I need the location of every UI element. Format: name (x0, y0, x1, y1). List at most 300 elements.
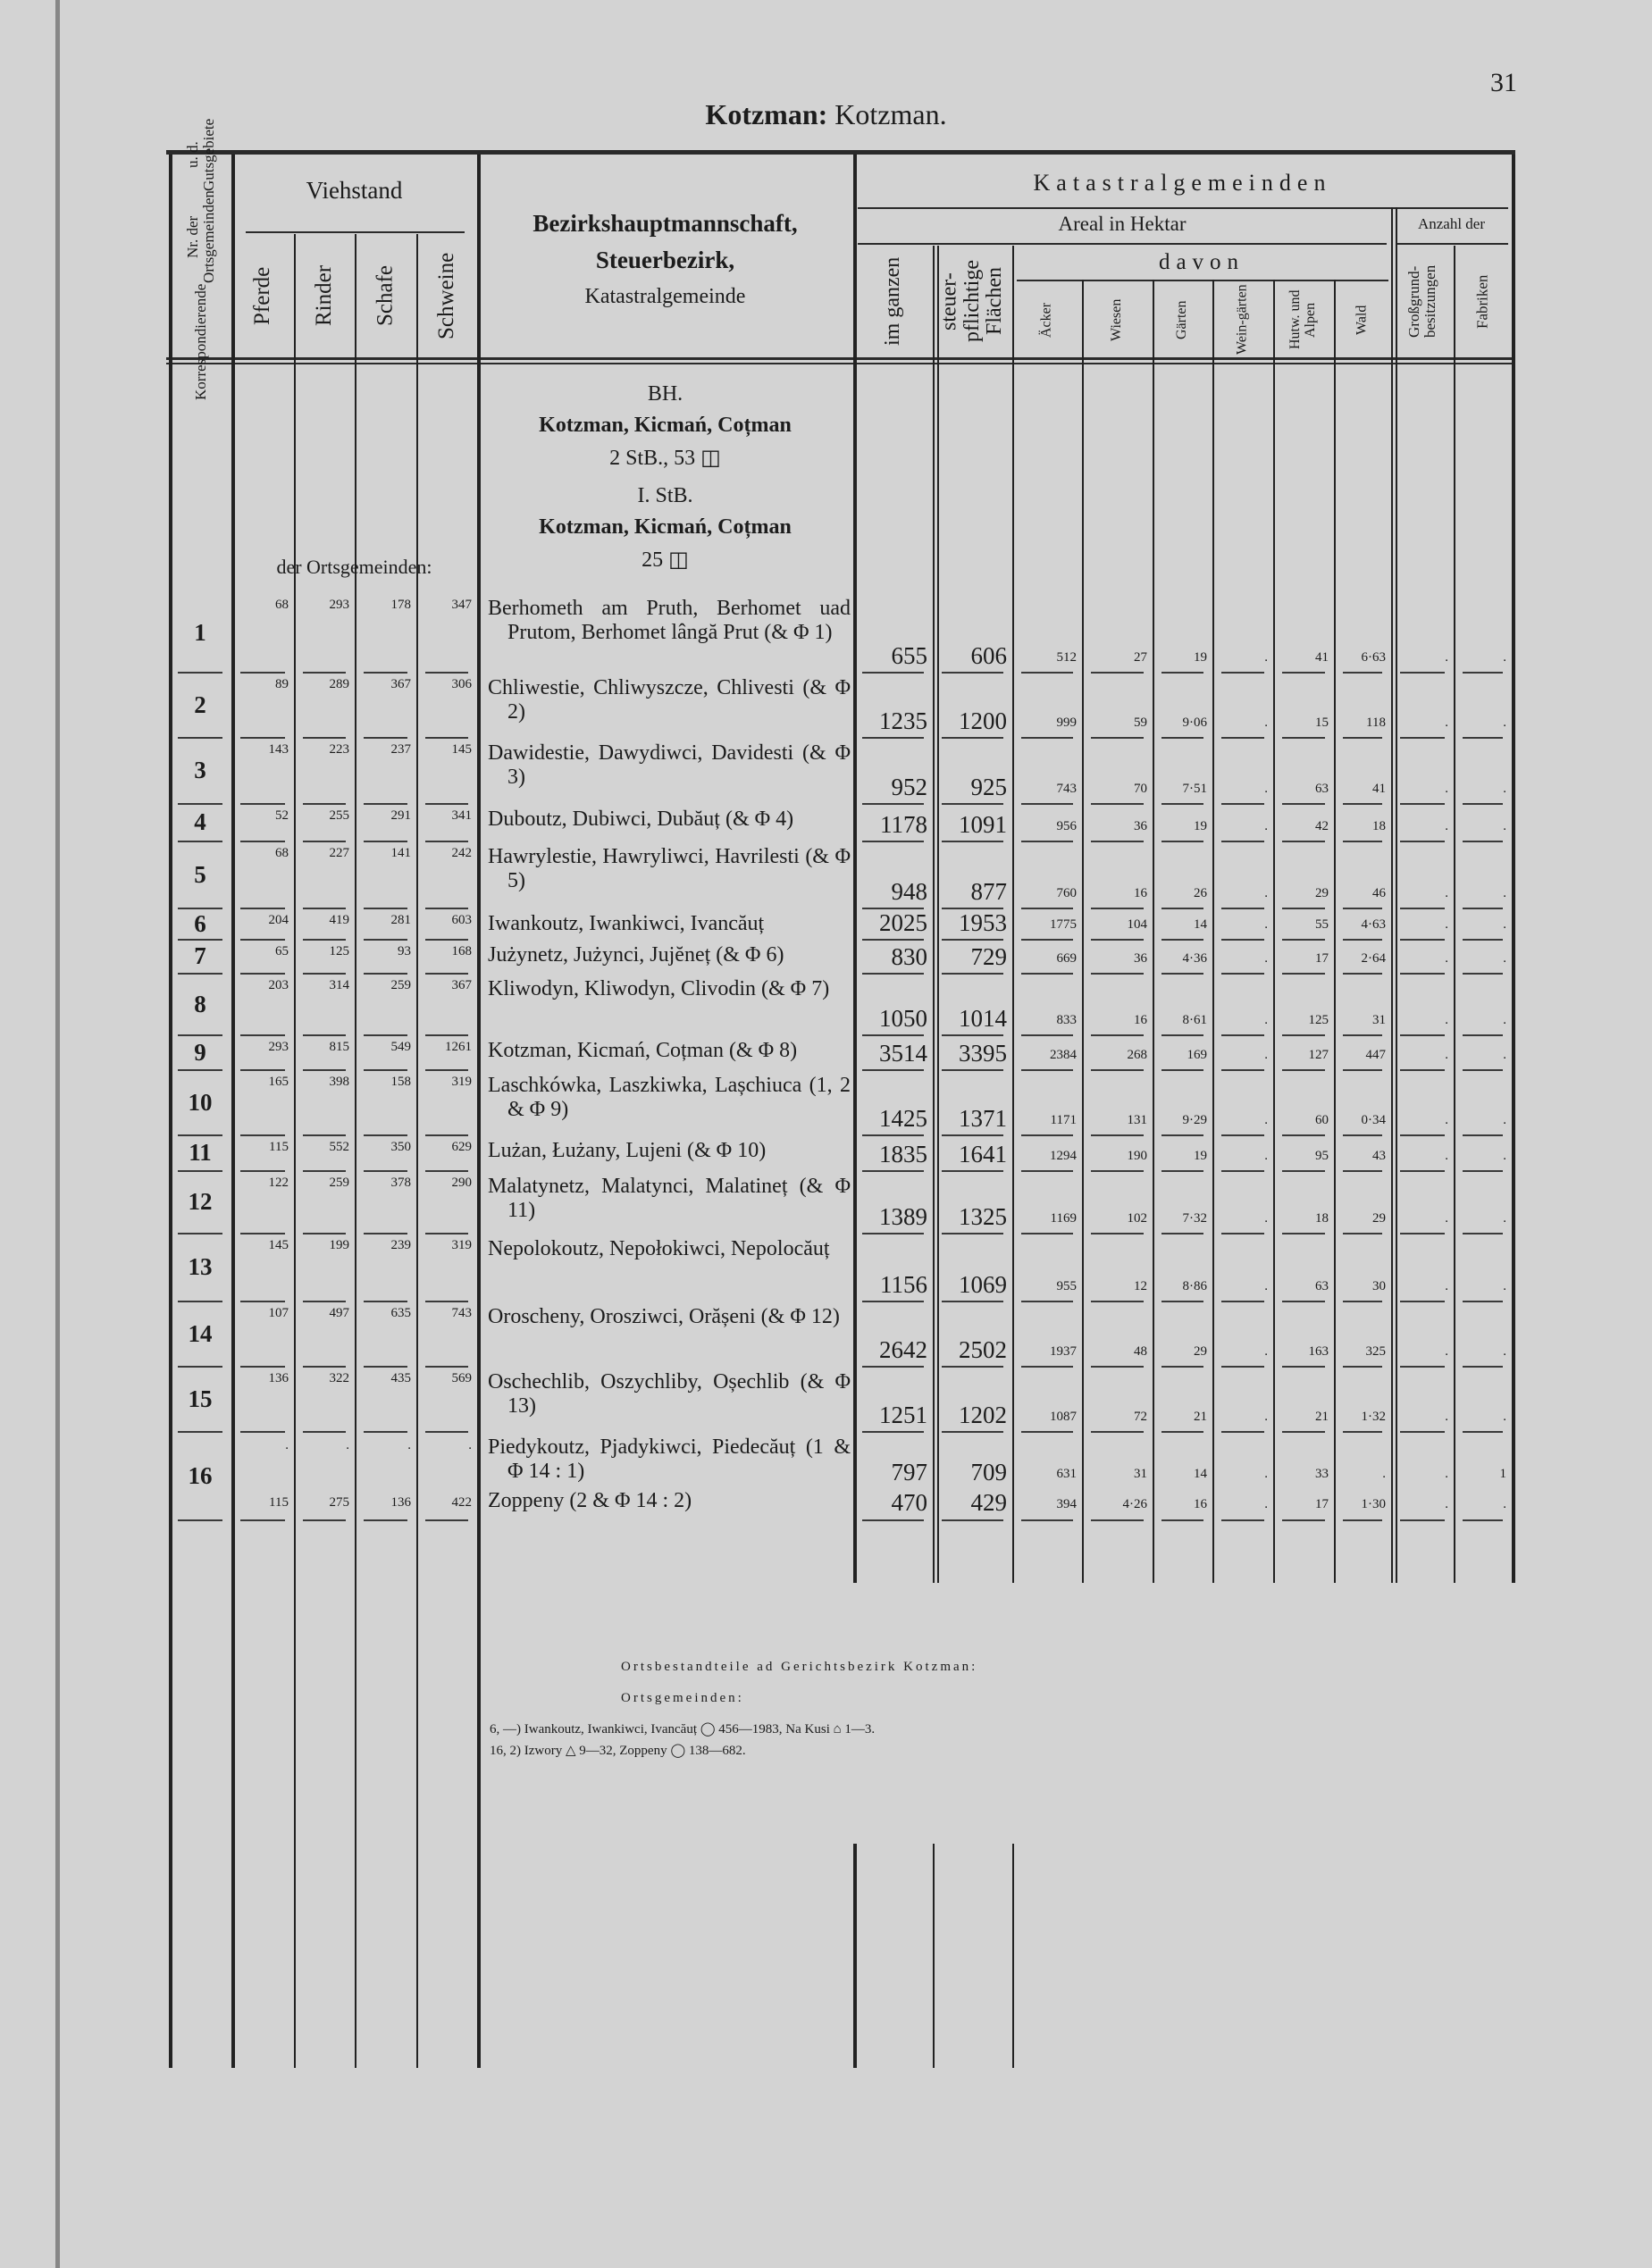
table-cell: . (1264, 1149, 1268, 1163)
table-cell: . (285, 1438, 289, 1452)
table-cell: 833 (1056, 1013, 1077, 1027)
table-cell: 325 (1365, 1344, 1386, 1359)
table-cell: 9·29 (1182, 1113, 1207, 1127)
table-cell: 419 (329, 913, 349, 927)
table-cell: 43 (1372, 1149, 1386, 1163)
table-cell: . (1503, 1113, 1506, 1127)
table-cell: 46 (1372, 886, 1386, 900)
table-cell: . (1264, 1410, 1268, 1424)
table-cell: 93 (398, 944, 411, 958)
page-title-regular: Kotzman. (834, 98, 947, 130)
table-cell: 877 (970, 878, 1007, 905)
table-cell: 549 (390, 1040, 411, 1054)
page-number: 31 (1490, 68, 1517, 97)
municipality-name: Iwankoutz, Iwankiwci, Ivancăuț (488, 912, 765, 935)
municipality-name: Kotzman, Kicmań, Coțman (& Φ 8) (488, 1039, 798, 1062)
table-cell: 242 (451, 846, 472, 860)
footnote-line-1: 6, —) Iwankoutz, Iwankiwci, Ivancăuț ◯ 456—1983, Na Kusi ⌂ 1—3. (490, 1722, 876, 1737)
table-cell: . (1445, 1279, 1448, 1293)
table-cell: . (1445, 886, 1448, 900)
table-cell: 655 (891, 642, 927, 669)
table-cell: 2502 (959, 1336, 1007, 1363)
municipality-name: Zoppeny (2 & Φ 14 : 2) (488, 1489, 692, 1512)
header-name (477, 205, 853, 315)
header-area-col: Äcker (1038, 302, 1054, 338)
row-separator (1463, 1519, 1503, 1521)
municipality-name: Dawidestie, Dawydiwci, Davidesti (& Φ 3) (488, 741, 851, 789)
table-cell: 237 (390, 742, 411, 757)
table-cell: 31 (1134, 1467, 1147, 1481)
table-cell: 36 (1134, 951, 1147, 966)
table-cell: 7·32 (1182, 1211, 1207, 1226)
table-cell: 1200 (959, 707, 1007, 734)
table-cell: . (1445, 1497, 1448, 1511)
table-cell: . (1264, 1467, 1268, 1481)
header-anzahl: Anzahl der (1417, 215, 1486, 232)
municipality-name: Lużan, Łużany, Lujeni (& Φ 10) (488, 1139, 767, 1162)
stb-label: I. StB. (637, 484, 693, 507)
table-cell: 2·64 (1361, 951, 1386, 966)
row-separator (1343, 1519, 1382, 1521)
table-cell: 1202 (959, 1402, 1007, 1428)
table-cell: 2384 (1050, 1048, 1077, 1062)
column-rule (853, 1844, 857, 2068)
ortsgemeinden-label: der Ortsgemeinden: (276, 556, 432, 578)
table-cell: 18 (1315, 1211, 1329, 1226)
table-cell: 8·86 (1182, 1279, 1207, 1293)
table-cell: 1014 (959, 1005, 1007, 1032)
header-nr (172, 118, 231, 400)
table-cell: 955 (1056, 1279, 1077, 1293)
table-cell: 70 (1134, 782, 1147, 796)
table-cell: 569 (451, 1371, 472, 1385)
table-cell: 26 (1194, 886, 1207, 900)
table-cell: 36 (1134, 819, 1147, 833)
header-area-col: steuer-pflichtige Flächen (937, 260, 1007, 343)
row-number: 12 (188, 1188, 213, 1215)
table-cell: 165 (268, 1075, 289, 1089)
row-separator (425, 1519, 468, 1521)
row-separator (942, 1519, 1003, 1521)
table-cell: 6·63 (1361, 650, 1386, 665)
table-cell: 63 (1315, 1279, 1329, 1293)
table-cell: 17 (1315, 1497, 1329, 1511)
table-cell: 322 (329, 1371, 349, 1385)
row-number: 10 (188, 1088, 213, 1116)
table-cell: . (1264, 1497, 1268, 1511)
row-separator (1282, 1519, 1325, 1521)
table-cell: 948 (891, 878, 927, 905)
table-cell: . (1264, 1279, 1268, 1293)
table-cell: 125 (1308, 1013, 1329, 1027)
district-block (477, 382, 853, 573)
header-name-line1: Bezirkshauptmannschaft, (532, 210, 798, 237)
table-cell: 55 (1315, 917, 1329, 932)
table-cell: 497 (329, 1306, 349, 1320)
viehstand-underline (246, 231, 465, 233)
table-cell: 341 (451, 808, 472, 823)
table-cell: 9·06 (1182, 716, 1207, 730)
row-number: 6 (194, 909, 206, 937)
table-cell: 394 (1056, 1497, 1077, 1511)
table-cell: 145 (268, 1238, 289, 1252)
municipality-name: Oschechlib, Oszychliby, Oșechlib (& Φ 13) (488, 1370, 851, 1418)
table-cell: . (1445, 1013, 1448, 1027)
table-cell: 1953 (959, 909, 1007, 936)
table-cell: 118 (1366, 716, 1386, 730)
table-cell: 143 (268, 742, 289, 757)
footnote-sub: Ortsgemeinden: (621, 1691, 744, 1705)
header-area-col: Wein-gärten (1234, 284, 1250, 356)
table-cell: 52 (275, 808, 289, 823)
table-cell: 275 (329, 1495, 349, 1510)
table-cell: 422 (451, 1495, 472, 1510)
table-cell: . (1264, 951, 1268, 966)
table-cell: 17 (1315, 951, 1329, 966)
header-schweine: Schweine (433, 252, 458, 339)
municipality-name: Chliwestie, Chliwyszcze, Chlivesti (& Φ 2) (488, 676, 851, 724)
table-cell: . (1503, 886, 1506, 900)
katastral-underline (858, 207, 1508, 209)
row-number: 13 (188, 1253, 213, 1280)
table-cell: 115 (269, 1140, 289, 1154)
header-area-col: Wald (1354, 305, 1370, 335)
table-cell: 141 (390, 846, 411, 860)
table-cell: 952 (891, 774, 927, 800)
row-separator (303, 1519, 346, 1521)
table-cell: 227 (329, 846, 349, 860)
table-cell: 3395 (959, 1040, 1007, 1067)
table-cell: . (1503, 1211, 1506, 1226)
table-cell: . (1503, 716, 1506, 730)
table-cell: 122 (268, 1176, 289, 1190)
table-cell: 19 (1194, 1149, 1207, 1163)
table-cell: 281 (390, 913, 411, 927)
table-cell: 3514 (879, 1040, 927, 1067)
table-cell: 127 (1308, 1048, 1329, 1062)
table-cell: 1937 (1050, 1344, 1077, 1359)
table-cell: 199 (329, 1238, 349, 1252)
table-cell: 1425 (879, 1105, 927, 1132)
table-cell: 1641 (959, 1141, 1007, 1167)
table-cell: 33 (1315, 1467, 1329, 1481)
table-cell: . (1445, 819, 1448, 833)
table-cell: . (1503, 1279, 1506, 1293)
table-cell: . (1445, 1113, 1448, 1127)
table-cell: 1091 (959, 811, 1007, 838)
table-cell: 1389 (879, 1203, 927, 1230)
table-cell: 18 (1372, 819, 1386, 833)
table-cell: . (1264, 650, 1268, 665)
table-cell: . (1503, 1497, 1506, 1511)
footnote-heading: Ortsbestandteile ad Gerichtsbezirk Kotzman: (621, 1660, 978, 1674)
header-area-col: im ganzen (880, 256, 904, 347)
table-cell: 367 (451, 978, 472, 992)
table-cell: 255 (329, 808, 349, 823)
table-cell: 65 (275, 944, 289, 958)
row-separator (1091, 1519, 1144, 1521)
row-separator (178, 1519, 222, 1521)
table-cell: 29 (1194, 1344, 1207, 1359)
header-area-col: Wiesen (1109, 298, 1125, 341)
davon-underline (1017, 280, 1388, 281)
municipality-name: Laschkówka, Laszkiwka, Lașchiuca (1, 2 & Φ 9) (488, 1074, 851, 1121)
page-title-bold: Kotzman: (705, 98, 828, 130)
municipality-name: Duboutz, Dubiwci, Dubăuț (& Φ 4) (488, 808, 794, 831)
table-cell: . (1503, 650, 1506, 665)
table-cell: 163 (1308, 1344, 1329, 1359)
table-cell: 136 (390, 1495, 411, 1510)
table-cell: . (1503, 1149, 1506, 1163)
header-bottom-line-2 (166, 363, 1515, 364)
header-pferde: Pferde (249, 266, 274, 325)
table-cell: 398 (329, 1075, 349, 1089)
row-number: 14 (188, 1319, 213, 1347)
table-cell: . (1445, 1410, 1448, 1424)
table-cell: 68 (275, 846, 289, 860)
table-cell: . (1445, 782, 1448, 796)
table-cell: . (1503, 1013, 1506, 1027)
table-cell: 1050 (879, 1005, 927, 1032)
header-katastral: Katastralgemeinden (1033, 170, 1332, 196)
table-cell: 289 (329, 677, 349, 691)
table-cell: 606 (970, 642, 1007, 669)
table-cell: 435 (390, 1371, 411, 1385)
table-cell: . (346, 1438, 349, 1452)
table-cell: 41 (1315, 650, 1329, 665)
table-cell: . (1264, 1211, 1268, 1226)
row-separator (1400, 1519, 1445, 1521)
table-cell: 16 (1194, 1497, 1207, 1511)
table-cell: 1171 (1050, 1113, 1077, 1127)
table-cell: 797 (891, 1459, 927, 1485)
header-schafe: Schafe (373, 264, 398, 327)
table-cell: 314 (329, 978, 349, 992)
table-cell: 1·30 (1361, 1497, 1386, 1511)
table-cell: 168 (451, 944, 472, 958)
table-cell: 319 (451, 1238, 472, 1252)
row-number: 1 (194, 618, 206, 646)
table-cell: . (1445, 1344, 1448, 1359)
table-cell: . (1503, 819, 1506, 833)
table-cell: 14 (1194, 1467, 1207, 1481)
table-cell: . (1503, 1048, 1506, 1062)
table-cell: 59 (1134, 716, 1147, 730)
table-cell: . (1445, 951, 1448, 966)
header-areal: Areal in Hektar (1058, 213, 1187, 235)
table-cell: 999 (1056, 716, 1077, 730)
stb-name: Kotzman, Kicmań, Coțman (539, 515, 792, 539)
row-number: 16 (188, 1461, 213, 1489)
table-cell: 1261 (445, 1040, 472, 1054)
footnote-line-2: 16, 2) Izwory △ 9—32, Zoppeny ◯ 138—682. (490, 1744, 746, 1758)
table-cell: 447 (1365, 1048, 1386, 1062)
table-cell: 8·61 (1182, 1013, 1207, 1027)
table-cell: 42 (1315, 819, 1329, 833)
row-number: 5 (194, 860, 206, 888)
table-cell: 729 (970, 943, 1007, 970)
municipality-name: Berhometh am Pruth, Berhomet uad Prutom, Berhomet lângă Prut (& Φ 1) (488, 597, 851, 644)
table-cell: 239 (390, 1238, 411, 1252)
table-cell: 1069 (959, 1271, 1007, 1298)
table-cell: 19 (1194, 650, 1207, 665)
scan-edge (55, 0, 60, 2268)
table-cell: 29 (1372, 1211, 1386, 1226)
row-number: 9 (194, 1038, 206, 1066)
table-cell: 223 (329, 742, 349, 757)
header-area-col: Hutw. und Alpen (1287, 289, 1318, 350)
table-cell: 125 (329, 944, 349, 958)
table-cell: 1156 (880, 1271, 927, 1298)
table-cell: . (1264, 1344, 1268, 1359)
header-name-line3: Katastralgemeinde (584, 285, 746, 308)
table-cell: 12 (1134, 1279, 1147, 1293)
table-cell: 4·26 (1122, 1497, 1147, 1511)
table-cell: 259 (329, 1176, 349, 1190)
column-rule (933, 1844, 935, 2068)
row-number: 7 (194, 942, 206, 969)
table-cell: 293 (329, 598, 349, 612)
table-cell: . (1503, 917, 1506, 932)
table-cell: . (1503, 951, 1506, 966)
row-separator (1021, 1519, 1073, 1521)
table-cell: 190 (1127, 1149, 1147, 1163)
table-cell: 925 (970, 774, 1007, 800)
table-cell: 145 (451, 742, 472, 757)
bh-name: Kotzman, Kicmań, Coțman (539, 414, 792, 437)
table-cell: 743 (1056, 782, 1077, 796)
table-cell: 63 (1315, 782, 1329, 796)
bh-info: 2 StB., 53 ◫ (609, 447, 721, 470)
table-cell: 709 (970, 1459, 1007, 1485)
table-cell: . (1264, 886, 1268, 900)
table-cell: 14 (1194, 917, 1207, 932)
header-davon: davon (1158, 250, 1245, 274)
header-nr-line3: u. d. Gutsgebiete (184, 118, 217, 191)
table-cell: 2642 (879, 1336, 927, 1363)
table-cell: . (1382, 1467, 1386, 1481)
table-cell: 1235 (879, 707, 927, 734)
table-cell: 347 (451, 598, 472, 612)
table-cell: 27 (1134, 650, 1147, 665)
table-cell: 0·34 (1361, 1113, 1386, 1127)
header-area-col: Fabriken (1473, 274, 1491, 329)
table-cell: 1251 (879, 1402, 927, 1428)
table-cell: 15 (1315, 716, 1329, 730)
table-cell: 102 (1127, 1211, 1147, 1226)
table-cell: 743 (451, 1306, 472, 1320)
row-number: 11 (189, 1139, 212, 1166)
header-nr-line2: Nr. der Ortsgemeinden (184, 190, 217, 284)
table-cell: 158 (390, 1075, 411, 1089)
municipality-name: Piedykoutz, Pjadykiwci, Piedecăuț (1 & Φ 14 : 1) (488, 1435, 851, 1483)
anzahl-underline (1396, 243, 1508, 245)
table-cell: 1835 (879, 1141, 927, 1167)
table-cell: . (1264, 716, 1268, 730)
table-top-border (166, 150, 1515, 155)
table-cell: 631 (1056, 1467, 1077, 1481)
table-cell: 378 (390, 1176, 411, 1190)
table-cell: 830 (891, 943, 927, 970)
table-cell: 259 (390, 978, 411, 992)
row-separator (1221, 1519, 1264, 1521)
stb-info: 25 ◫ (642, 548, 689, 572)
table-cell: . (1264, 1048, 1268, 1062)
row-separator (862, 1519, 924, 1521)
table-cell: 293 (268, 1040, 289, 1054)
bh-label: BH. (647, 382, 683, 406)
municipality-name: Malatynetz, Malatynci, Malatineț (& Φ 11) (488, 1175, 851, 1222)
table-cell: . (1445, 716, 1448, 730)
table-cell: 104 (1127, 917, 1147, 932)
table-cell: 41 (1372, 782, 1386, 796)
table-cell: 319 (451, 1075, 472, 1089)
column-rule (1012, 1844, 1014, 2068)
table-cell: 89 (275, 677, 289, 691)
table-cell: 291 (390, 808, 411, 823)
table-cell: 48 (1134, 1344, 1147, 1359)
table-cell: . (1445, 1048, 1448, 1062)
table-cell: 16 (1134, 886, 1147, 900)
table-cell: 31 (1372, 1013, 1386, 1027)
header-nr-line1: Korrespondierende (192, 283, 210, 400)
table-cell: 131 (1127, 1113, 1147, 1127)
header-bottom-line (166, 357, 1515, 360)
row-separator (364, 1519, 407, 1521)
table-cell: . (468, 1438, 472, 1452)
header-area-col: Großgrund-besitzungen (1405, 264, 1438, 339)
row-number: 3 (194, 757, 206, 783)
municipality-name: Oroscheny, Orosziwci, Orășeni (& Φ 12) (488, 1305, 840, 1328)
table-cell: 350 (390, 1140, 411, 1154)
table-cell: 29 (1315, 886, 1329, 900)
table-cell: . (1445, 1467, 1448, 1481)
table-cell: 16 (1134, 1013, 1147, 1027)
table-cell: 1775 (1050, 917, 1077, 932)
column-rule (1512, 155, 1515, 1583)
table-cell: . (1503, 782, 1506, 796)
table-cell: . (1264, 819, 1268, 833)
table-cell: 203 (268, 978, 289, 992)
table-cell: 21 (1194, 1410, 1207, 1424)
table-cell: 136 (268, 1371, 289, 1385)
table-cell: . (1445, 650, 1448, 665)
table-cell: 1169 (1050, 1211, 1077, 1226)
table-cell: 629 (451, 1140, 472, 1154)
table-cell: 669 (1056, 951, 1077, 966)
table-cell: 95 (1315, 1149, 1329, 1163)
table-cell: 30 (1372, 1279, 1386, 1293)
row-number: 2 (194, 690, 206, 718)
table-cell: 68 (275, 598, 289, 612)
municipality-name: Jużynetz, Jużynci, Jujĕneț (& Φ 6) (488, 943, 784, 967)
row-separator (1161, 1519, 1203, 1521)
table-cell: . (1264, 782, 1268, 796)
table-cell: 2025 (879, 909, 927, 936)
header-rinder: Rinder (311, 264, 336, 327)
table-cell: 107 (268, 1306, 289, 1320)
table-cell: . (1264, 1013, 1268, 1027)
header-viehstand: Viehstand (306, 177, 403, 204)
table-cell: 4·36 (1182, 951, 1207, 966)
table-cell: . (407, 1438, 411, 1452)
table-cell: 552 (329, 1140, 349, 1154)
table-cell: 306 (451, 677, 472, 691)
table-cell: 1178 (880, 811, 927, 838)
table-cell: 429 (970, 1489, 1007, 1516)
table-cell: 956 (1056, 819, 1077, 833)
table-cell: 1087 (1050, 1410, 1077, 1424)
